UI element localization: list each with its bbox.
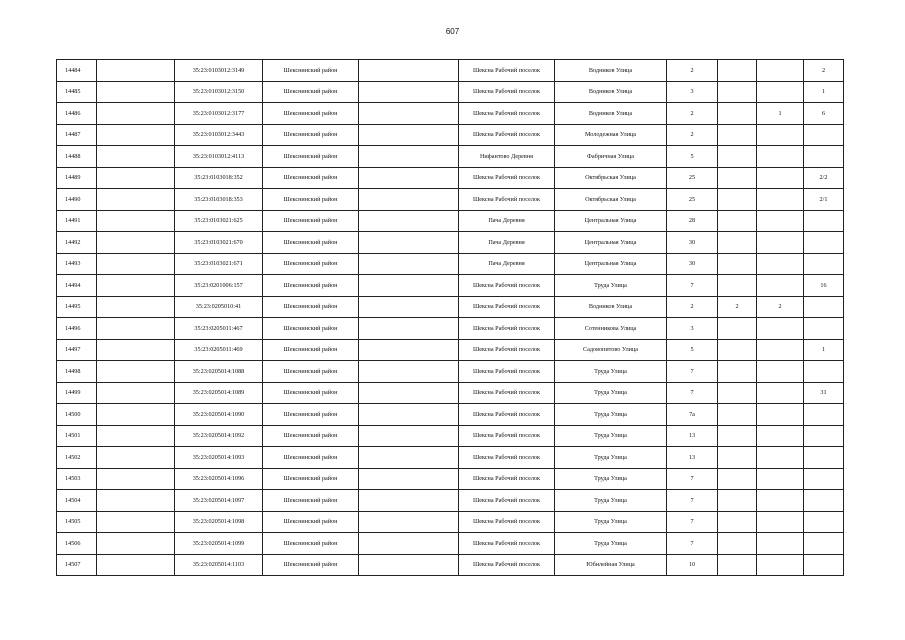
record-number-cell: 14496 [57, 318, 97, 340]
street-cell: Труда Улица [555, 468, 667, 490]
table-row [57, 425, 844, 447]
cadastral-number-cell: 35:23:0103021:625 [175, 210, 263, 232]
register-table [56, 59, 844, 576]
blank-cell [359, 167, 459, 189]
settlement-cell: Шексна Рабочий поселок [459, 124, 555, 146]
table-row [57, 124, 844, 146]
blank-cell [359, 103, 459, 125]
cadastral-number-cell: 35:23:0205014:1097 [175, 490, 263, 512]
cadastral-number-cell: 35:23:0103012:3443 [175, 124, 263, 146]
record-number-cell: 14506 [57, 533, 97, 555]
building-cell [718, 318, 757, 340]
district-cell: Шекснинский район [263, 361, 359, 383]
cadastral-number-cell: 35:23:0201006:157 [175, 275, 263, 297]
blank-cell [97, 124, 175, 146]
building-cell [718, 511, 757, 533]
blank-cell [359, 468, 459, 490]
house-number-cell: 2 [667, 124, 718, 146]
district-cell: Шекснинский район [263, 60, 359, 82]
house-number-cell: 25 [667, 167, 718, 189]
settlement-cell: Шексна Рабочий поселок [459, 447, 555, 469]
structure-cell [757, 533, 804, 555]
apartment-cell [804, 533, 844, 555]
building-cell [718, 253, 757, 275]
building-cell [718, 167, 757, 189]
building-cell [718, 60, 757, 82]
house-number-cell: 2 [667, 103, 718, 125]
district-cell: Шекснинский район [263, 167, 359, 189]
table-row [57, 60, 844, 82]
house-number-cell: 2 [667, 60, 718, 82]
apartment-cell: 16 [804, 275, 844, 297]
blank-cell [359, 447, 459, 469]
blank-cell [97, 232, 175, 254]
blank-cell [97, 382, 175, 404]
street-cell: Водников Улица [555, 81, 667, 103]
table-row [57, 232, 844, 254]
district-cell: Шекснинский район [263, 511, 359, 533]
street-cell: Труда Улица [555, 490, 667, 512]
table-row [57, 404, 844, 426]
apartment-cell: 6 [804, 103, 844, 125]
structure-cell [757, 554, 804, 576]
table-row [57, 275, 844, 297]
cadastral-number-cell: 35:23:0103012:3177 [175, 103, 263, 125]
blank-cell [97, 339, 175, 361]
house-number-cell: 7 [667, 275, 718, 297]
table-row [57, 511, 844, 533]
table-row [57, 146, 844, 168]
cadastral-number-cell: 35:23:0205014:1090 [175, 404, 263, 426]
street-cell: Октябрьская Улица [555, 167, 667, 189]
blank-cell [97, 296, 175, 318]
building-cell [718, 103, 757, 125]
blank-cell [97, 146, 175, 168]
cadastral-number-cell: 35:23:0205011:469 [175, 339, 263, 361]
settlement-cell: Шексна Рабочий поселок [459, 533, 555, 555]
house-number-cell: 7 [667, 468, 718, 490]
building-cell [718, 232, 757, 254]
structure-cell [757, 447, 804, 469]
apartment-cell [804, 425, 844, 447]
street-cell: Труда Улица [555, 447, 667, 469]
house-number-cell: 7 [667, 361, 718, 383]
house-number-cell: 5 [667, 339, 718, 361]
blank-cell [359, 124, 459, 146]
building-cell [718, 339, 757, 361]
house-number-cell: 25 [667, 189, 718, 211]
table-row [57, 296, 844, 318]
settlement-cell: Шексна Рабочий поселок [459, 60, 555, 82]
blank-cell [359, 275, 459, 297]
settlement-cell: Шексна Рабочий поселок [459, 189, 555, 211]
structure-cell [757, 339, 804, 361]
blank-cell [359, 533, 459, 555]
building-cell [718, 189, 757, 211]
blank-cell [97, 490, 175, 512]
structure-cell [757, 404, 804, 426]
cadastral-number-cell: 35:23:0103018:352 [175, 167, 263, 189]
district-cell: Шекснинский район [263, 146, 359, 168]
blank-cell [97, 81, 175, 103]
structure-cell [757, 167, 804, 189]
settlement-cell: Шексна Рабочий поселок [459, 275, 555, 297]
blank-cell [359, 490, 459, 512]
record-number-cell: 14489 [57, 167, 97, 189]
street-cell: Октябрьская Улица [555, 189, 667, 211]
record-number-cell: 14507 [57, 554, 97, 576]
blank-cell [359, 232, 459, 254]
building-cell [718, 382, 757, 404]
record-number-cell: 14493 [57, 253, 97, 275]
blank-cell [359, 404, 459, 426]
blank-cell [97, 275, 175, 297]
apartment-cell [804, 511, 844, 533]
blank-cell [97, 425, 175, 447]
district-cell: Шекснинский район [263, 275, 359, 297]
blank-cell [97, 167, 175, 189]
building-cell [718, 447, 757, 469]
blank-cell [97, 210, 175, 232]
street-cell: Труда Улица [555, 533, 667, 555]
apartment-cell: 2 [804, 60, 844, 82]
apartment-cell [804, 146, 844, 168]
record-number-cell: 14486 [57, 103, 97, 125]
settlement-cell: Пача Деревня [459, 210, 555, 232]
street-cell: Труда Улица [555, 404, 667, 426]
blank-cell [97, 60, 175, 82]
district-cell: Шекснинский район [263, 189, 359, 211]
table-row [57, 253, 844, 275]
structure-cell [757, 124, 804, 146]
record-number-cell: 14501 [57, 425, 97, 447]
record-number-cell: 14499 [57, 382, 97, 404]
blank-cell [97, 253, 175, 275]
cadastral-number-cell: 35:23:0103021:671 [175, 253, 263, 275]
apartment-cell: 31 [804, 382, 844, 404]
structure-cell [757, 490, 804, 512]
district-cell: Шекснинский район [263, 447, 359, 469]
blank-cell [359, 189, 459, 211]
apartment-cell: 1 [804, 81, 844, 103]
blank-cell [97, 447, 175, 469]
district-cell: Шекснинский район [263, 253, 359, 275]
record-number-cell: 14505 [57, 511, 97, 533]
building-cell [718, 361, 757, 383]
settlement-cell: Шексна Рабочий поселок [459, 318, 555, 340]
structure-cell [757, 60, 804, 82]
blank-cell [359, 81, 459, 103]
structure-cell [757, 361, 804, 383]
apartment-cell [804, 296, 844, 318]
cadastral-number-cell: 35:23:0205014:1093 [175, 447, 263, 469]
house-number-cell: 7а [667, 404, 718, 426]
structure-cell [757, 81, 804, 103]
house-number-cell: 13 [667, 447, 718, 469]
building-cell [718, 146, 757, 168]
street-cell: Центральная Улица [555, 253, 667, 275]
structure-cell [757, 511, 804, 533]
blank-cell [97, 533, 175, 555]
cadastral-number-cell: 35:23:0205014:1098 [175, 511, 263, 533]
street-cell: Труда Улица [555, 425, 667, 447]
record-number-cell: 14485 [57, 81, 97, 103]
structure-cell [757, 253, 804, 275]
cadastral-number-cell: 35:23:0103012:3149 [175, 60, 263, 82]
settlement-cell: Пача Деревня [459, 232, 555, 254]
cadastral-number-cell: 35:23:0103018:353 [175, 189, 263, 211]
blank-cell [359, 253, 459, 275]
building-cell [718, 490, 757, 512]
blank-cell [97, 189, 175, 211]
settlement-cell: Шексна Рабочий поселок [459, 81, 555, 103]
cadastral-number-cell: 35:23:0205010:41 [175, 296, 263, 318]
street-cell: Труда Улица [555, 382, 667, 404]
record-number-cell: 14502 [57, 447, 97, 469]
structure-cell: 2 [757, 296, 804, 318]
district-cell: Шекснинский район [263, 124, 359, 146]
district-cell: Шекснинский район [263, 339, 359, 361]
house-number-cell: 30 [667, 253, 718, 275]
table-row [57, 382, 844, 404]
blank-cell [359, 554, 459, 576]
table-row [57, 490, 844, 512]
blank-cell [97, 511, 175, 533]
record-number-cell: 14503 [57, 468, 97, 490]
street-cell: Центральная Улица [555, 232, 667, 254]
blank-cell [359, 361, 459, 383]
house-number-cell: 7 [667, 490, 718, 512]
district-cell: Шекснинский район [263, 210, 359, 232]
settlement-cell: Шексна Рабочий поселок [459, 490, 555, 512]
building-cell [718, 81, 757, 103]
table-row [57, 210, 844, 232]
blank-cell [97, 468, 175, 490]
street-cell: Юбилейная Улица [555, 554, 667, 576]
district-cell: Шекснинский район [263, 425, 359, 447]
street-cell: Водников Улица [555, 296, 667, 318]
apartment-cell [804, 361, 844, 383]
district-cell: Шекснинский район [263, 318, 359, 340]
street-cell: Труда Улица [555, 361, 667, 383]
house-number-cell: 10 [667, 554, 718, 576]
district-cell: Шекснинский район [263, 533, 359, 555]
house-number-cell: 30 [667, 232, 718, 254]
settlement-cell: Шексна Рабочий поселок [459, 404, 555, 426]
district-cell: Шекснинский район [263, 81, 359, 103]
district-cell: Шекснинский район [263, 103, 359, 125]
cadastral-number-cell: 35:23:0205014:1088 [175, 361, 263, 383]
building-cell: 2 [718, 296, 757, 318]
record-number-cell: 14487 [57, 124, 97, 146]
table-row [57, 468, 844, 490]
table-row [57, 103, 844, 125]
district-cell: Шекснинский район [263, 382, 359, 404]
cadastral-number-cell: 35:23:0205014:1103 [175, 554, 263, 576]
record-number-cell: 14497 [57, 339, 97, 361]
structure-cell [757, 232, 804, 254]
house-number-cell: 3 [667, 81, 718, 103]
table-row [57, 167, 844, 189]
street-cell: Водников Улица [555, 60, 667, 82]
house-number-cell: 7 [667, 511, 718, 533]
cadastral-number-cell: 35:23:0205014:1092 [175, 425, 263, 447]
record-number-cell: 14495 [57, 296, 97, 318]
house-number-cell: 28 [667, 210, 718, 232]
record-number-cell: 14484 [57, 60, 97, 82]
settlement-cell: Шексна Рабочий поселок [459, 103, 555, 125]
apartment-cell [804, 468, 844, 490]
page-number: 607 [445, 27, 460, 36]
cadastral-number-cell: 35:23:0103012:3150 [175, 81, 263, 103]
record-number-cell: 14504 [57, 490, 97, 512]
building-cell [718, 425, 757, 447]
cadastral-number-cell: 35:23:0103012:4113 [175, 146, 263, 168]
structure-cell [757, 425, 804, 447]
district-cell: Шекснинский район [263, 232, 359, 254]
building-cell [718, 404, 757, 426]
house-number-cell: 7 [667, 533, 718, 555]
cadastral-number-cell: 35:23:0103021:670 [175, 232, 263, 254]
settlement-cell: Шексна Рабочий поселок [459, 339, 555, 361]
apartment-cell [804, 404, 844, 426]
table-row [57, 81, 844, 103]
structure-cell [757, 275, 804, 297]
apartment-cell: 1 [804, 339, 844, 361]
house-number-cell: 5 [667, 146, 718, 168]
structure-cell [757, 146, 804, 168]
street-cell: Труда Улица [555, 275, 667, 297]
record-number-cell: 14490 [57, 189, 97, 211]
building-cell [718, 468, 757, 490]
table-row [57, 447, 844, 469]
cadastral-number-cell: 35:23:0205014:1099 [175, 533, 263, 555]
apartment-cell [804, 447, 844, 469]
street-cell: Садовопитово Улица [555, 339, 667, 361]
building-cell [718, 210, 757, 232]
blank-cell [359, 296, 459, 318]
table-row [57, 361, 844, 383]
apartment-cell [804, 490, 844, 512]
table-row [57, 339, 844, 361]
structure-cell [757, 382, 804, 404]
table-row [57, 533, 844, 555]
building-cell [718, 533, 757, 555]
structure-cell: 1 [757, 103, 804, 125]
blank-cell [359, 382, 459, 404]
table-row [57, 189, 844, 211]
structure-cell [757, 468, 804, 490]
district-cell: Шекснинский район [263, 296, 359, 318]
apartment-cell [804, 253, 844, 275]
blank-cell [359, 318, 459, 340]
street-cell: Центральная Улица [555, 210, 667, 232]
record-number-cell: 14491 [57, 210, 97, 232]
table-body [57, 60, 844, 576]
district-cell: Шекснинский район [263, 404, 359, 426]
blank-cell [359, 511, 459, 533]
settlement-cell: Шексна Рабочий поселок [459, 361, 555, 383]
street-cell: Водников Улица [555, 103, 667, 125]
street-cell: Труда Улица [555, 511, 667, 533]
blank-cell [97, 361, 175, 383]
table-row [57, 318, 844, 340]
street-cell: Молодежная Улица [555, 124, 667, 146]
house-number-cell: 13 [667, 425, 718, 447]
blank-cell [359, 339, 459, 361]
structure-cell [757, 210, 804, 232]
blank-cell [359, 60, 459, 82]
settlement-cell: Шексна Рабочий поселок [459, 468, 555, 490]
district-cell: Шекснинский район [263, 554, 359, 576]
structure-cell [757, 189, 804, 211]
blank-cell [97, 404, 175, 426]
blank-cell [97, 318, 175, 340]
apartment-cell: 2/1 [804, 189, 844, 211]
blank-cell [359, 210, 459, 232]
record-number-cell: 14498 [57, 361, 97, 383]
apartment-cell [804, 210, 844, 232]
settlement-cell: Нифантово Деревня [459, 146, 555, 168]
apartment-cell [804, 554, 844, 576]
building-cell [718, 124, 757, 146]
street-cell: Сотенникова Улица [555, 318, 667, 340]
cadastral-number-cell: 35:23:0205011:467 [175, 318, 263, 340]
record-number-cell: 14500 [57, 404, 97, 426]
structure-cell [757, 318, 804, 340]
street-cell: Фабричная Улица [555, 146, 667, 168]
blank-cell [359, 146, 459, 168]
building-cell [718, 275, 757, 297]
district-cell: Шекснинский район [263, 490, 359, 512]
cadastral-number-cell: 35:23:0205014:1089 [175, 382, 263, 404]
settlement-cell: Шексна Рабочий поселок [459, 296, 555, 318]
record-number-cell: 14492 [57, 232, 97, 254]
blank-cell [97, 103, 175, 125]
settlement-cell: Шексна Рабочий поселок [459, 167, 555, 189]
apartment-cell: 2/2 [804, 167, 844, 189]
settlement-cell: Пача Деревня [459, 253, 555, 275]
apartment-cell [804, 124, 844, 146]
building-cell [718, 554, 757, 576]
house-number-cell: 7 [667, 382, 718, 404]
table-row [57, 554, 844, 576]
apartment-cell [804, 232, 844, 254]
cadastral-number-cell: 35:23:0205014:1096 [175, 468, 263, 490]
settlement-cell: Шексна Рабочий поселок [459, 511, 555, 533]
settlement-cell: Шексна Рабочий поселок [459, 382, 555, 404]
record-number-cell: 14494 [57, 275, 97, 297]
house-number-cell: 2 [667, 296, 718, 318]
apartment-cell [804, 318, 844, 340]
district-cell: Шекснинский район [263, 468, 359, 490]
house-number-cell: 3 [667, 318, 718, 340]
blank-cell [97, 554, 175, 576]
settlement-cell: Шексна Рабочий поселок [459, 554, 555, 576]
settlement-cell: Шексна Рабочий поселок [459, 425, 555, 447]
blank-cell [359, 425, 459, 447]
record-number-cell: 14488 [57, 146, 97, 168]
